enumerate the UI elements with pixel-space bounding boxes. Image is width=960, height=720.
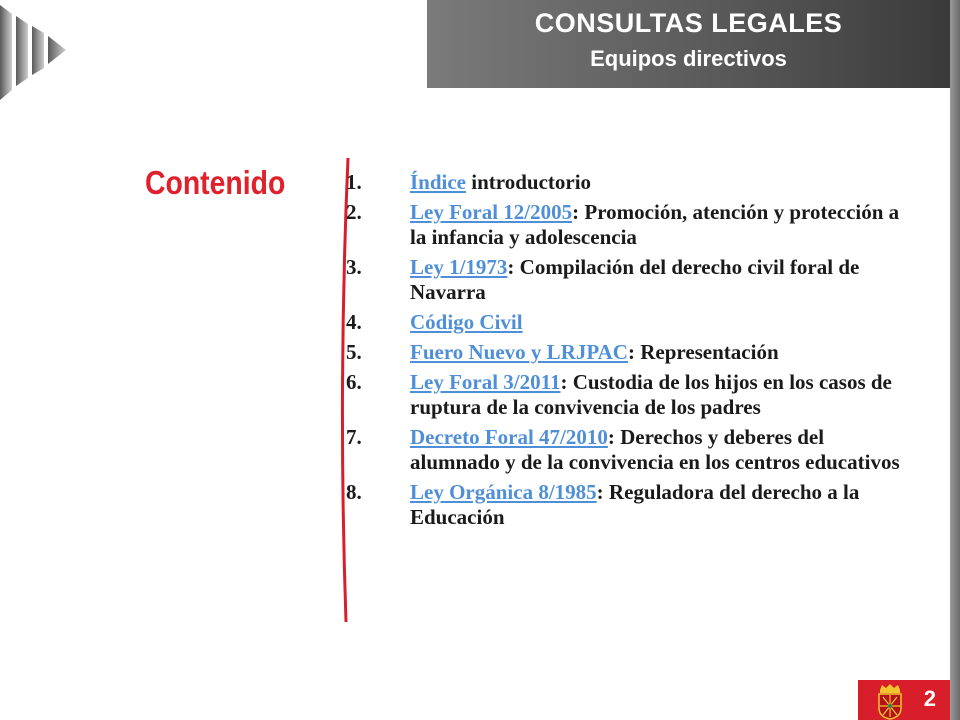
toc-item-text: : Derechos y deberes del alumnado y de la convivencia en los centros educativos <box>410 425 900 474</box>
toc-item <box>346 425 916 475</box>
header-banner <box>427 0 950 88</box>
header-subtitle: Equipos directivos <box>590 46 787 71</box>
toc-item-number: 3. <box>346 255 362 279</box>
toc-item <box>346 370 916 420</box>
toc-item-text: : Promoción, atención y protección a la infancia y adolescencia <box>410 200 900 249</box>
coat-of-arms-icon <box>872 682 908 720</box>
toc-link-indice[interactable]: Índice <box>410 170 467 194</box>
toc-item-number: 6. <box>346 370 362 394</box>
toc-link-decreto-foral-47-2010[interactable]: Decreto Foral 47/2010 <box>410 425 608 449</box>
toc-link-codigo-civil[interactable]: Código Civil <box>410 310 523 334</box>
right-edge-bar <box>950 0 960 720</box>
toc-item <box>346 255 916 305</box>
toc-item <box>346 200 916 250</box>
decorative-arrows-icon <box>0 0 70 100</box>
toc-link-ley-1-1973[interactable]: Ley 1/1973 <box>410 255 508 279</box>
header-title: CONSULTAS LEGALES <box>534 8 843 38</box>
section-title: Contenido <box>145 164 286 201</box>
toc-item <box>346 310 916 335</box>
toc-item <box>346 170 916 195</box>
toc-item-number: 5. <box>346 340 362 364</box>
toc-item-text: : Custodia de los hijos en los casos de ruptura de la convivencia de los padres <box>410 370 892 419</box>
toc-link-ley-foral-12-2005[interactable]: Ley Foral 12/2005 <box>410 200 573 224</box>
toc-item-text: : Reguladora del derecho a la Educación <box>410 480 860 529</box>
toc-link-ley-organica-8-1985[interactable]: Ley Orgánica 8/1985 <box>410 480 597 504</box>
toc-item-number: 1. <box>346 170 362 194</box>
page-number-badge <box>858 680 950 720</box>
toc-item-text: : Compilación del derecho civil foral de Navarra <box>410 255 860 304</box>
toc-item-number: 7. <box>346 425 362 449</box>
table-of-contents <box>346 170 916 535</box>
toc-item <box>346 480 916 530</box>
toc-item-number: 2. <box>346 200 362 224</box>
toc-item-number: 4. <box>346 310 362 334</box>
toc-link-ley-foral-3-2011[interactable]: Ley Foral 3/2011 <box>410 370 561 394</box>
toc-item-number: 8. <box>346 480 362 504</box>
page-number: 2 <box>923 686 936 711</box>
toc-link-fuero-nuevo-lrjpac[interactable]: Fuero Nuevo y LRJPAC <box>410 340 628 364</box>
toc-item-text: introductorio <box>466 170 592 194</box>
toc-item <box>346 340 916 365</box>
toc-item-text: : Representación <box>627 340 779 364</box>
